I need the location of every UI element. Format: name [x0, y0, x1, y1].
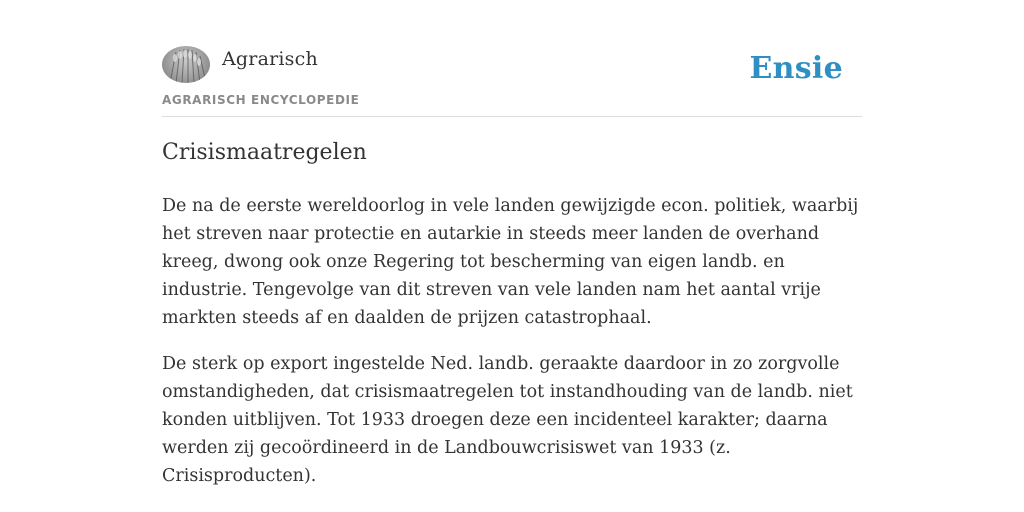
- page-container: [162, 0, 862, 512]
- article-paragraph: De sterk op export ingestelde Ned. landb. geraakte daardoor in zo zorgvolle omstandigheden, dat crisismaatregelen tot instandhouding van de landb. niet konden uitblijven. Tot 1933 droegen deze een incidenteel karakter; daarna werden zij gecoördineerd in de Landbouwcrisiswet van 1933 (z. Crisisproducten).: [162, 354, 853, 486]
- site-subtitle: AGRARISCH ENCYCLOPEDIE: [162, 93, 360, 107]
- wheat-icon[interactable]: [162, 46, 210, 83]
- page-title: Crisismaatregelen: [162, 140, 367, 165]
- article-body: [162, 192, 862, 508]
- article-paragraph: De na de eerste wereldoorlog in vele landen gewijzigde econ. politiek, waarbij het streven naar protectie en autarkie in steeds meer landen de overhand kreeg, dwong ook onze Regering tot bescherming van eigen landb. en industrie. Tengevolge van dit streven van vele landen nam het aantal vrije markten steeds af en daalden de prijzen catastrophaal.: [162, 196, 859, 328]
- site-header: [162, 45, 862, 117]
- site-name-link[interactable]: Agrarisch: [222, 48, 318, 70]
- brand-logo-link[interactable]: Ensie: [749, 51, 843, 86]
